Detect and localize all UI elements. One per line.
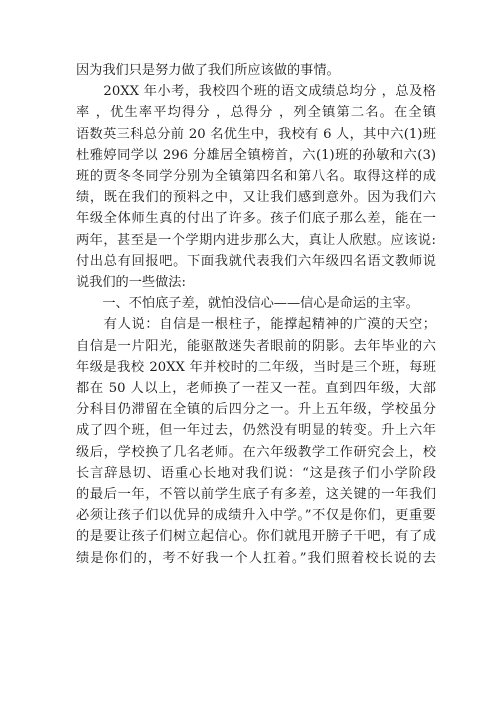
text-line: 都在 50 人以上，老师换了一茬又一茬。直到四年级，大部 [76, 381, 436, 396]
text-line: 有人说：自信是一根柱子，能撑起精神的广漠的天空； [76, 317, 436, 333]
text-line: 率 ，优生率平均得分 ，总得分 ，列全镇第二名。在全镇 [76, 105, 436, 121]
text-line: 语数英三科总分前 20 名优生中，我校有 6 人，其中六(1)班 [76, 126, 436, 142]
text-line: 必须让孩子们以优异的成绩升入中学。”不仅是你们，更重要 [76, 508, 436, 524]
text-line: 杜雅婷同学以 296 分雄居全镇榜首，六(1)班的孙敏和六(3) [76, 147, 436, 163]
text-line: 年级全体师生真的付出了许多。孩子们底子那么差，能在一 [76, 211, 436, 227]
text-line: 级后，学校换了几名老师。在六年级教学工作研究会上，校 [76, 444, 436, 460]
text-line: 自信是一片阳光，能驱散迷失者眼前的阴影。去年毕业的六 [76, 338, 436, 354]
text-line: 说我们的一些做法: [76, 275, 186, 290]
text-line: 的最后一年，不管以前学生底子有多差，这关键的一年我们 [76, 487, 436, 502]
text-line: 分科目仍滞留在全镇的后四分之一。升上五年级，学校虽分 [76, 402, 436, 418]
text-line: 两年，甚至是一个学期内进步那么大，真让人欣慰。应该说: [76, 232, 436, 248]
text-line: 绩，既在我们的预料之中，又让我们感到意外。因为我们六 [76, 190, 436, 206]
text-line: 成了四个班，但一年过去，仍然没有明显的转变。升上六年 [76, 423, 436, 439]
text-line: 年级是我校 20XX 年并校时的二年级，当时是三个班，每班 [76, 359, 436, 375]
text-line: 长言辞恳切、语重心长地对我们说：“这是孩子们小学阶段 [76, 465, 436, 481]
text-line: 一、不怕底子差，就怕没信心——信心是命运的主宰。 [76, 296, 419, 312]
text-line: 的是要让孩子们树立起信心。你们就甩开膀子干吧，有了成 [76, 529, 436, 545]
text-line: 付出总有回报吧。下面我就代表我们六年级四名语文教师说 [76, 253, 436, 269]
text-line: 班的贾冬冬同学分别为全镇第四名和第八名。取得这样的成 [76, 169, 436, 184]
text-line: 20XX 年小考，我校四个班的语文成绩总均分 ，总及格 [76, 84, 436, 100]
text-line: 绩是你们的，考不好我一个人扛着。”我们照着校长说的去 [76, 550, 436, 566]
text-line: 因为我们只是努力做了我们所应该做的事情。 [76, 63, 340, 78]
